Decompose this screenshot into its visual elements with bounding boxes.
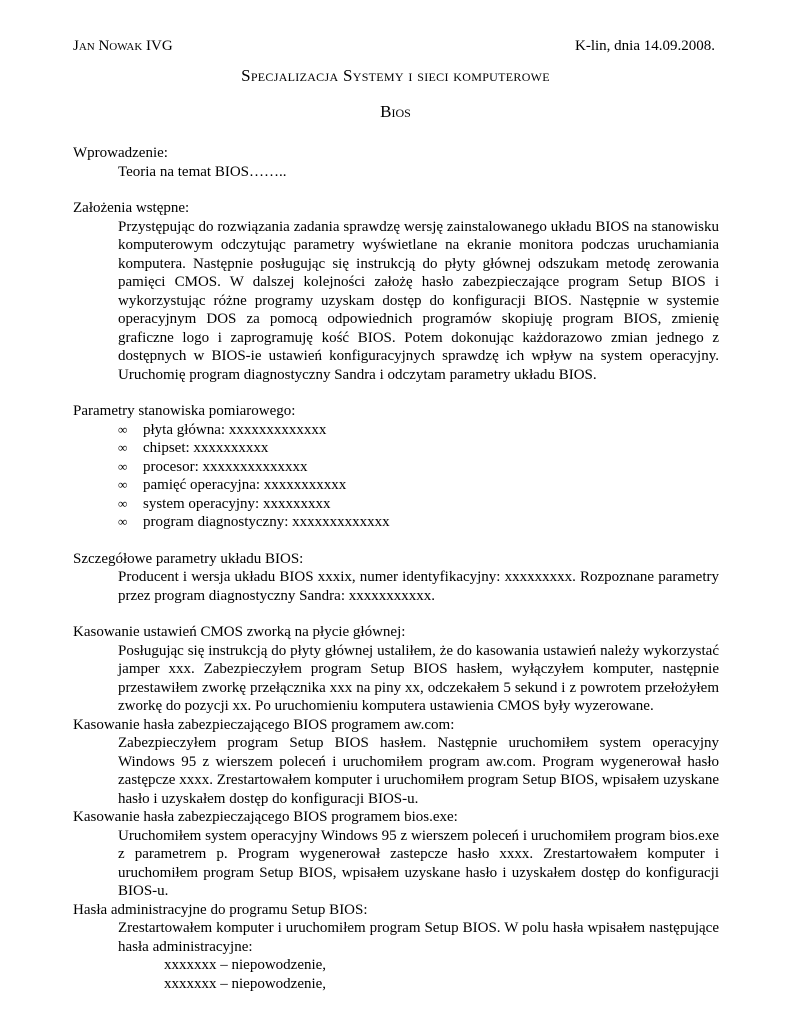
section-text-biosexe: Uruchomiłem system operacyjny Windows 95 z wierszem poleceń i uruchomiłem program bios.exe z parametrem p. Program wygenerował zastepcze hasło xxxx. Zrestartowałem komputer i uruchomiłem program Setup BIOS, wpisałem uzyskane hasło i uzyskałem dostęp do konfiguracji BIOS-u. (118, 827, 719, 899)
section-text-cmos-reset: Posługując się instrukcją do płyty głównej ustaliłem, że do kasowania ustawień należy wykorzystać jamper xxx. Zabezpieczyłem program Setup BIOS hasłem, wyłączyłem komputer, następnie przestawiłem zworkę przełącznika xxx na piny xx, odczekałem 5 sekund i z powrotem przełożyłem zworkę do pozycji xx. Po uruchomieniu komputera ustawienia CMOS były wyzerowane. (118, 642, 719, 714)
admin-password-attempts (164, 956, 719, 993)
list-item (118, 513, 719, 532)
place-date: K-lin, dnia 14.09.2008. (575, 38, 715, 54)
section-heading-intro: Wprowadzenie: (73, 145, 168, 161)
section-heading-cmos-reset: Kasowanie ustawień CMOS zworką na płycie głównej: (73, 624, 406, 640)
list-item (118, 495, 719, 514)
list-item: xxxxxxx – niepowodzenie, (164, 957, 327, 973)
infinity-bullet-icon: ∞ (118, 477, 128, 492)
list-item-text: pamięć operacyjna: xxxxxxxxxxx (143, 477, 347, 493)
list-item-text: płyta główna: xxxxxxxxxxxxx (143, 421, 327, 438)
infinity-bullet-icon: ∞ (118, 514, 128, 529)
list-item-text: procesor: xxxxxxxxxxxxxx (143, 458, 308, 475)
infinity-bullet-icon: ∞ (118, 458, 128, 474)
list-item-text: system operacyjny: xxxxxxxxx (143, 495, 331, 512)
list-item-text: chipset: xxxxxxxxxx (143, 440, 269, 456)
params-list (73, 421, 719, 532)
list-item (118, 458, 719, 477)
section-heading-admin: Hasła administracyjne do programu Setup BIOS: (73, 901, 368, 918)
section-heading-bios-params: Szczegółowe parametry układu BIOS: (73, 550, 304, 567)
infinity-bullet-icon: ∞ (118, 440, 128, 455)
section-heading-assumptions: Założenia wstępne: (73, 200, 190, 216)
list-item (118, 421, 719, 440)
document-title: Specjalizacja Systemy i sieci komputerowe (241, 66, 550, 85)
author-name: Jan Nowak IVG (73, 38, 173, 54)
section-text-admin: Zrestartowałem komputer i uruchomiłem program Setup BIOS. W polu hasła wpisałem następujące hasła administracyjne: (118, 920, 719, 955)
infinity-bullet-icon: ∞ (118, 421, 128, 437)
section-heading-biosexe: Kasowanie hasła zabezpieczającego BIOS programem bios.exe: (73, 809, 458, 825)
list-item-text: program diagnostyczny: xxxxxxxxxxxxx (143, 514, 390, 530)
section-heading-awcom: Kasowanie hasła zabezpieczającego BIOS programem aw.com: (73, 716, 455, 733)
list-item: xxxxxxx – niepowodzenie, (164, 975, 327, 992)
document-header (73, 38, 715, 58)
infinity-bullet-icon: ∞ (118, 495, 128, 511)
section-text-bios-params: Producent i wersja układu BIOS xxxix, numer identyfikacyjny: xxxxxxxxx. Rozpoznane parametry przez program diagnostyczny Sandra: xxxxxxxxxxx. (118, 569, 719, 604)
section-text-assumptions: Przystępując do rozwiązania zadania sprawdzę wersję zainstalowanego układu BIOS na stanowisku komputerowym odczytując parametry wyświetlane na ekranie monitora podczas uruchamiania komputera. Następnie posługując się instrukcją do płyty głównej odszukam metodę zerowania pamięci CMOS. W dalszej kolejności założę hasło zabezpieczające program Setup BIOS i wykorzystując różne programy uzyskam dostęp do konfiguracji BIOS. Następnie w systemie operacyjnym DOS za pomocą odpowiednich programów skopiuję program BIOS, zmienię graficzne logo i zaprogramuję kość BIOS. Potem dokonując każdorazowo zmian jednego z dostępnych w BIOS-ie ustawień konfiguracyjnych sprawdzę ich wpływ na system operacyjny. Uruchomię program diagnostyczny Sandra i odczytam parametry układu BIOS. (118, 218, 719, 383)
list-item (118, 439, 719, 458)
section-text-intro: Teoria na temat BIOS…….. (118, 163, 287, 180)
document-subtitle: Bios (380, 102, 411, 121)
list-item (118, 476, 719, 495)
section-heading-params: Parametry stanowiska pomiarowego: (73, 403, 296, 419)
section-text-awcom: Zabezpieczyłem program Setup BIOS hasłem. Następnie uruchomiłem system operacyjny Windows 95 z wierszem poleceń i uruchomiłem program aw.com. Program wygenerował hasło zastępcze xxxx. Zrestartowałem komputer i uruchomiłem program Setup BIOS, wpisałem uzyskane hasło i uzyskałem dostęp do konfiguracji BIOS-u. (118, 735, 719, 807)
document-body (73, 144, 719, 993)
